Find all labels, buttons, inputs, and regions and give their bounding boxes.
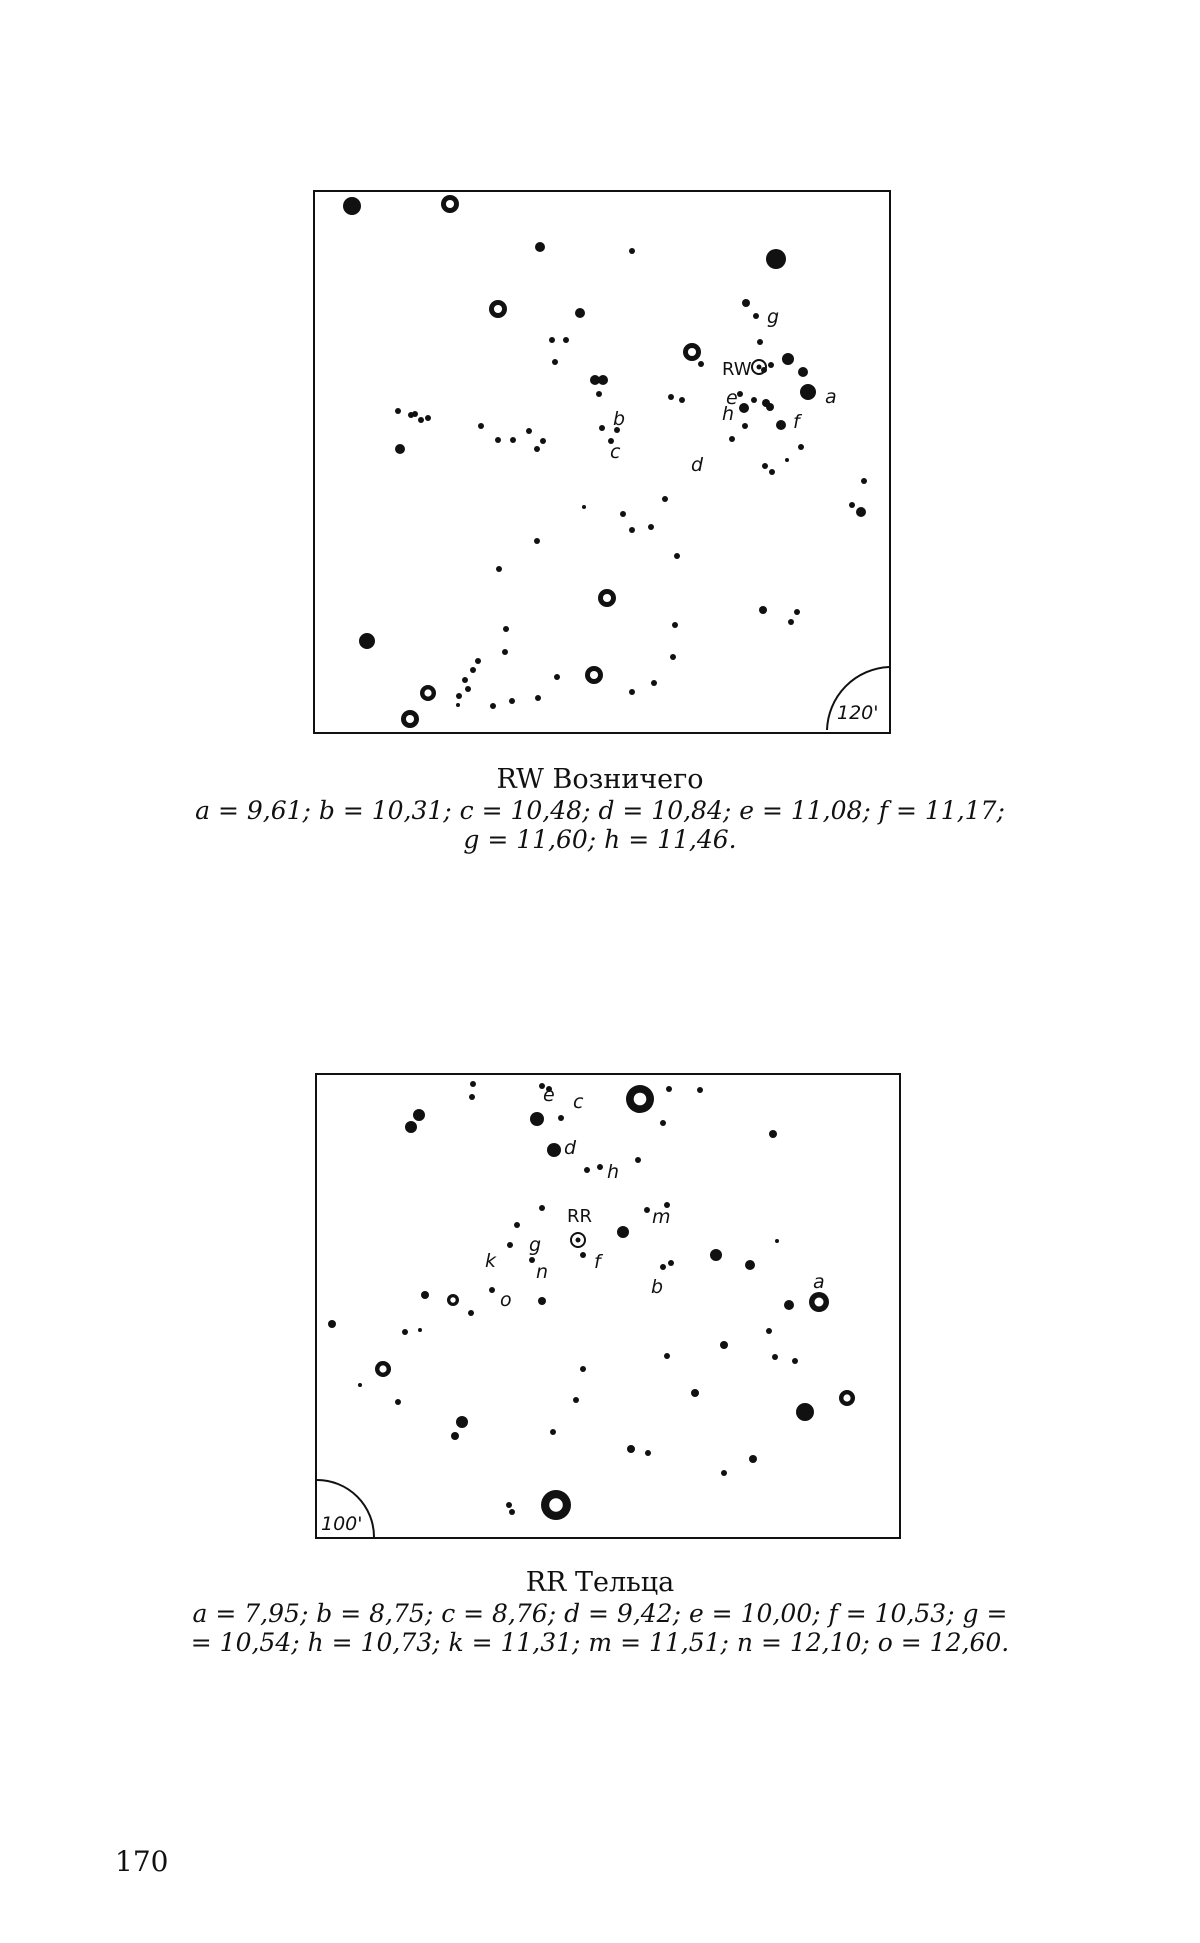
star <box>468 1310 474 1316</box>
star <box>785 458 789 462</box>
star <box>328 1320 336 1328</box>
comparison-star-label: e <box>726 387 738 409</box>
star <box>757 339 763 345</box>
star <box>737 391 743 397</box>
star <box>856 507 866 517</box>
variable-star-dot <box>576 1238 581 1243</box>
star <box>418 1328 422 1332</box>
star <box>776 420 786 430</box>
star <box>664 1353 670 1359</box>
star <box>465 686 471 692</box>
star <box>721 1470 727 1476</box>
star-core <box>494 305 502 313</box>
star <box>617 1226 629 1238</box>
comparison-star-label: f <box>793 411 800 433</box>
star <box>503 626 509 632</box>
star <box>800 384 816 400</box>
star <box>751 397 757 403</box>
star <box>402 1329 408 1335</box>
comparison-star-label: c <box>573 1091 584 1113</box>
star <box>739 403 749 413</box>
star <box>425 415 431 421</box>
star <box>644 1207 650 1213</box>
star-core <box>590 671 598 679</box>
star <box>575 308 585 318</box>
star <box>413 1109 425 1121</box>
star <box>742 299 750 307</box>
magnitude-line: g = 11,60; h = 11,46. <box>463 825 737 854</box>
star <box>359 633 375 649</box>
star <box>861 478 867 484</box>
star <box>698 361 704 367</box>
magnitude-line: = 10,54; h = 10,73; k = 11,31; m = 11,51; n = 12,10; o = 12,60. <box>190 1628 1010 1657</box>
magnitude-line: a = 7,95; b = 8,75; c = 8,76; d = 9,42; e = 10,00; f = 10,53; g = <box>192 1599 1008 1628</box>
chart-caption <box>80 765 1120 854</box>
star <box>598 375 608 385</box>
star <box>405 1121 417 1133</box>
star <box>530 1112 544 1126</box>
star <box>668 394 674 400</box>
star <box>510 437 516 443</box>
star <box>535 695 541 701</box>
star <box>597 1164 603 1170</box>
star <box>672 622 678 628</box>
star-chart-rr-tauri <box>315 1073 901 1539</box>
star <box>762 463 768 469</box>
star <box>495 437 501 443</box>
star <box>470 1081 476 1087</box>
comparison-star-label: a <box>813 1271 825 1293</box>
star <box>584 1167 590 1173</box>
star <box>408 412 414 418</box>
comparison-star-label: k <box>485 1250 497 1272</box>
star-core <box>450 1297 455 1302</box>
star <box>788 619 794 625</box>
star <box>514 1222 520 1228</box>
comparison-star-label: n <box>536 1261 549 1283</box>
star <box>766 403 774 411</box>
star <box>775 1239 779 1243</box>
star <box>539 1205 545 1211</box>
star <box>635 1157 641 1163</box>
star <box>490 703 496 709</box>
star <box>745 1260 755 1270</box>
star <box>496 566 502 572</box>
star <box>782 353 794 365</box>
star <box>509 698 515 704</box>
star <box>550 1429 556 1435</box>
star <box>796 1403 814 1421</box>
star <box>660 1120 666 1126</box>
star <box>792 1358 798 1364</box>
chart-title: RR Тельца <box>525 1567 675 1598</box>
star-core <box>688 348 696 356</box>
star-field-svg <box>315 192 889 732</box>
star <box>651 680 657 686</box>
star <box>456 703 460 707</box>
star <box>798 367 808 377</box>
star-core <box>634 1093 647 1106</box>
star <box>535 242 545 252</box>
star <box>573 1397 579 1403</box>
star <box>489 1287 495 1293</box>
star <box>629 689 635 695</box>
star <box>670 654 676 660</box>
comparison-star-label: o <box>500 1289 512 1311</box>
star <box>759 606 767 614</box>
star <box>697 1087 703 1093</box>
star <box>666 1086 672 1092</box>
star <box>451 1432 459 1440</box>
star <box>552 359 558 365</box>
star-core <box>406 715 414 723</box>
star-core <box>603 594 611 602</box>
star-core <box>379 1365 386 1372</box>
star <box>769 1130 777 1138</box>
star <box>784 1300 794 1310</box>
star <box>645 1450 651 1456</box>
star <box>648 524 654 530</box>
star <box>502 649 508 655</box>
star <box>769 469 775 475</box>
star <box>506 1502 512 1508</box>
star <box>469 1094 475 1100</box>
star <box>794 609 800 615</box>
star <box>620 511 626 517</box>
comparison-star-label: h <box>607 1161 620 1183</box>
star <box>753 313 759 319</box>
star <box>582 505 586 509</box>
star <box>662 496 668 502</box>
star <box>742 423 748 429</box>
star <box>538 1297 546 1305</box>
comparison-star-label: f <box>594 1251 601 1273</box>
variable-star-label: RR <box>567 1206 593 1227</box>
magnitude-line: a = 9,61; b = 10,31; c = 10,48; d = 10,84; e = 11,08; f = 11,17; <box>195 796 1005 825</box>
chart-title: RW Возничего <box>496 764 704 795</box>
star <box>729 436 735 442</box>
star <box>596 391 602 397</box>
star <box>849 502 855 508</box>
star <box>660 1264 666 1270</box>
star <box>395 1399 401 1405</box>
star-chart-rw-aurigae <box>313 190 891 734</box>
star <box>462 677 468 683</box>
star <box>343 197 361 215</box>
star <box>526 428 532 434</box>
star-core <box>549 1498 563 1512</box>
page-number: 170 <box>115 1845 169 1878</box>
star-core <box>815 1298 824 1307</box>
comparison-star-label: d <box>691 454 704 476</box>
star <box>563 337 569 343</box>
variable-star-dot <box>757 365 762 370</box>
star <box>629 248 635 254</box>
comparison-star-label: g <box>529 1234 542 1256</box>
comparison-star-label: m <box>652 1206 671 1228</box>
star <box>456 693 462 699</box>
star <box>691 1389 699 1397</box>
star <box>558 1115 564 1121</box>
chart-caption <box>80 1568 1120 1657</box>
star <box>418 417 424 423</box>
star-core <box>424 689 431 696</box>
variable-star-label: RW <box>722 359 752 380</box>
star-core <box>843 1394 850 1401</box>
star <box>547 1143 561 1157</box>
star <box>534 446 540 452</box>
scale-label: 100' <box>321 1513 363 1535</box>
comparison-star-label: c <box>610 441 621 463</box>
comparison-star-label: d <box>564 1137 577 1159</box>
star <box>766 249 786 269</box>
star <box>798 444 804 450</box>
star <box>629 527 635 533</box>
star <box>478 423 484 429</box>
star <box>768 362 774 368</box>
comparison-star-label: b <box>613 408 626 430</box>
star <box>580 1366 586 1372</box>
star <box>395 408 401 414</box>
star <box>456 1416 468 1428</box>
comparison-star-label: e <box>543 1084 555 1106</box>
star <box>772 1354 778 1360</box>
star <box>710 1249 722 1261</box>
star <box>554 674 560 680</box>
comparison-star-label: g <box>767 306 780 328</box>
scale-label: 120' <box>837 702 879 724</box>
star <box>599 425 605 431</box>
star <box>720 1341 728 1349</box>
star <box>540 438 546 444</box>
star <box>580 1252 586 1258</box>
star <box>627 1445 635 1453</box>
star <box>507 1242 513 1248</box>
comparison-star-label: h <box>722 403 735 425</box>
star <box>470 667 476 673</box>
star <box>668 1260 674 1266</box>
star-core <box>446 200 454 208</box>
star <box>549 337 555 343</box>
star-field-svg <box>317 1075 899 1537</box>
comparison-star-label: b <box>651 1276 664 1298</box>
star <box>679 397 685 403</box>
star <box>395 444 405 454</box>
star <box>509 1509 515 1515</box>
star <box>534 538 540 544</box>
star <box>766 1328 772 1334</box>
star <box>358 1383 362 1387</box>
comparison-star-label: a <box>825 386 837 408</box>
star <box>475 658 481 664</box>
star <box>674 553 680 559</box>
star <box>749 1455 757 1463</box>
star <box>421 1291 429 1299</box>
star <box>529 1257 535 1263</box>
